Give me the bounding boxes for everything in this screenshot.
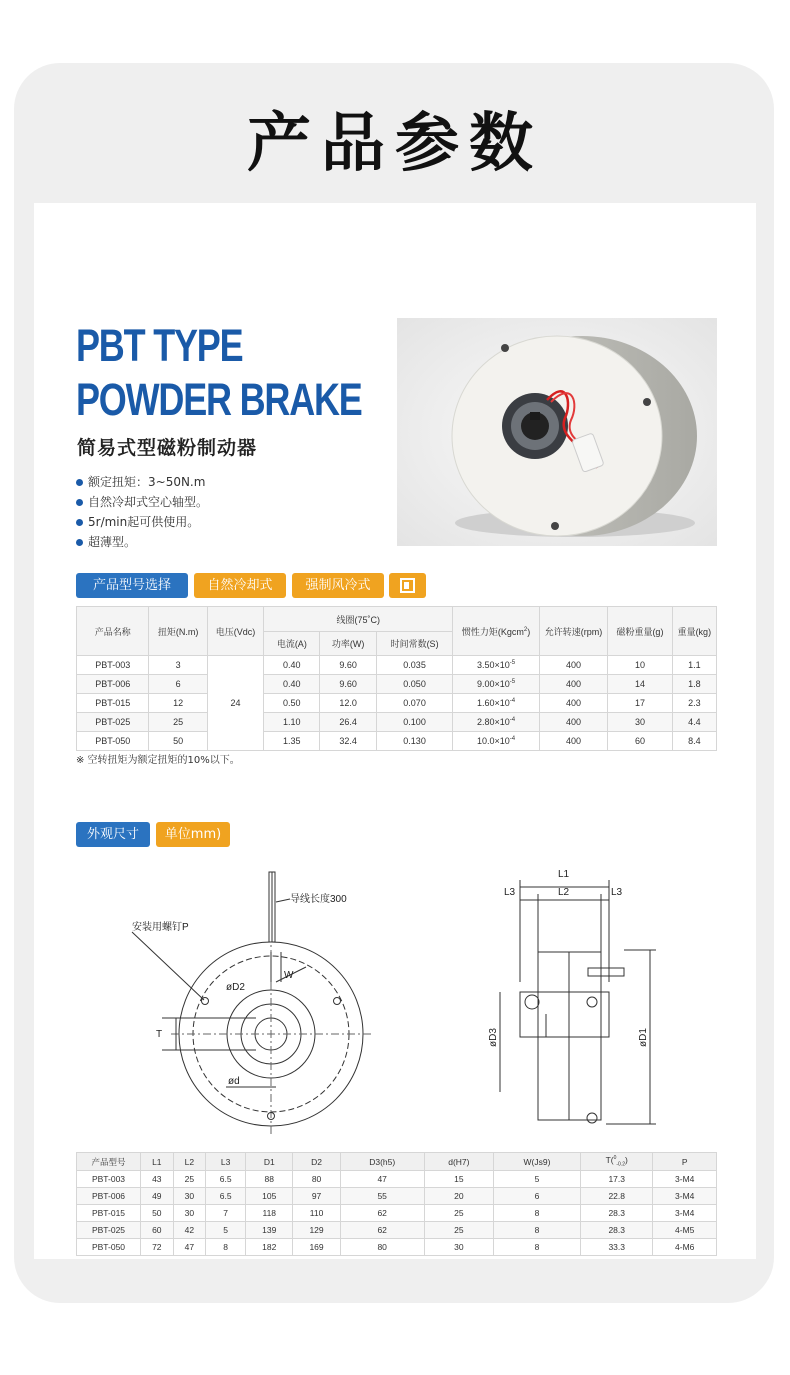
tab-outline[interactable]: 外观尺寸 bbox=[76, 822, 150, 847]
heading-en-line1: PBT TYPE bbox=[76, 320, 243, 371]
table-row: PBT-015 50 30 7 118 110 62 25 8 28.3 3-M4 bbox=[77, 1205, 717, 1222]
spec-table bbox=[76, 606, 717, 751]
col-header-l2: L2 bbox=[173, 1153, 206, 1171]
tab-natural-cooling[interactable]: 自然冷却式 bbox=[194, 573, 286, 598]
table-row: PBT-050 72 47 8 182 169 80 30 8 33.3 4-M6 bbox=[77, 1239, 717, 1256]
col-header-w: W(Js9) bbox=[494, 1153, 581, 1171]
table-row: PBT-003 43 25 6.5 88 80 47 15 5 17.3 3-M4 bbox=[77, 1171, 717, 1188]
label-mount-screw: 安装用螺钉P bbox=[132, 922, 189, 933]
product-photo bbox=[397, 318, 717, 546]
dimension-drawings bbox=[76, 862, 676, 1147]
col-header-d3: D3(h5) bbox=[340, 1153, 424, 1171]
col-header-l3: L3 bbox=[206, 1153, 246, 1171]
heading-cn: 简易式型磁粉制动器 bbox=[77, 437, 258, 459]
col-header-d2: D2 bbox=[293, 1153, 340, 1171]
feature-text: 额定扭矩：3~50N.m bbox=[88, 475, 206, 489]
col-header-inertia: 惯性力矩(Kgcm$^2$) bbox=[453, 607, 540, 656]
label-lead-length: 导线长度300 bbox=[290, 894, 347, 905]
label-l3-left: L3 bbox=[504, 887, 516, 898]
col-header-d: d(H7) bbox=[424, 1153, 493, 1171]
feature-item bbox=[76, 492, 208, 512]
label-d: ød bbox=[228, 1076, 240, 1087]
col-header-p: P bbox=[653, 1153, 717, 1171]
col-header-speed: 允许转速(rpm) bbox=[539, 607, 607, 656]
col-header-l1: L1 bbox=[141, 1153, 174, 1171]
feature-item bbox=[76, 472, 208, 492]
label-d3: øD3 bbox=[488, 1028, 499, 1047]
label-w: W bbox=[284, 970, 294, 981]
feature-text: 自然冷却式空心轴型。 bbox=[88, 495, 209, 509]
tab-forced-cooling[interactable]: 强制风冷式 bbox=[292, 573, 384, 598]
table-row: PBT-050 50 1.35 32.4 0.130 $10.0\times 10^{-4}$ 400 60 8.4 bbox=[77, 732, 717, 751]
page-title: 产品参数 bbox=[247, 107, 543, 181]
feature-text: 超薄型。 bbox=[88, 535, 137, 549]
voltage-cell: 24 bbox=[207, 656, 263, 751]
bullet-icon bbox=[76, 539, 83, 546]
label-d2: øD2 bbox=[226, 982, 245, 993]
feature-text: 5r/min起可供使用。 bbox=[88, 515, 200, 529]
drawing-labels bbox=[132, 869, 649, 1087]
heading-en-line2: POWDER BRAKE bbox=[76, 374, 362, 425]
col-header-name: 产品名称 bbox=[77, 607, 149, 656]
col-header-weight: 重量(kg) bbox=[672, 607, 716, 656]
table-row: PBT-006 6 0.40 9.60 0.050 $9.00\times 10^{-5}$ 400 14 1.8 bbox=[77, 675, 717, 694]
col-header-torque: 扭矩(N.m) bbox=[149, 607, 207, 656]
bullet-icon bbox=[76, 499, 83, 506]
bullet-icon bbox=[76, 519, 83, 526]
label-t: T bbox=[156, 1029, 163, 1040]
brake-photo-illustration bbox=[397, 318, 717, 546]
dimension-table bbox=[76, 1152, 717, 1256]
col-header-voltage: 电压(Vdc) bbox=[207, 607, 263, 656]
feature-item bbox=[76, 512, 208, 532]
col-header-power: 功率(W) bbox=[320, 632, 376, 656]
table-note: ※ 空转扭矩为额定扭矩的10%以下。 bbox=[76, 755, 240, 766]
bullet-icon bbox=[76, 479, 83, 486]
col-header-d1: D1 bbox=[246, 1153, 293, 1171]
col-header-current: 电流(A) bbox=[264, 632, 320, 656]
table-row: PBT-015 12 0.50 12.0 0.070 $1.60\times 10^{-4}$ 400 17 2.3 bbox=[77, 694, 717, 713]
label-d1: øD1 bbox=[638, 1028, 649, 1047]
feature-item bbox=[76, 532, 208, 552]
label-l2: L2 bbox=[558, 887, 570, 898]
table-row: PBT-003 3 24 0.40 9.60 0.035 $3.50\times 10^{-5}$ 400 10 1.1 bbox=[77, 656, 717, 675]
outline-drawing bbox=[76, 862, 676, 1151]
col-header-t: T($^0_{-0.2}$) bbox=[580, 1153, 652, 1171]
label-l3-right: L3 bbox=[611, 887, 623, 898]
table-row: PBT-025 25 1.10 26.4 0.100 $2.80\times 10^{-4}$ 400 30 4.4 bbox=[77, 713, 717, 732]
col-header-coil: 线圈(75˚C) bbox=[264, 607, 453, 632]
col-header-time: 时间常数(S) bbox=[376, 632, 452, 656]
outline-view-icon[interactable] bbox=[389, 573, 426, 598]
feature-list bbox=[76, 472, 208, 552]
table-row: PBT-006 49 30 6.5 105 97 55 20 6 22.8 3-M4 bbox=[77, 1188, 717, 1205]
col-header-powder: 磁粉重量(g) bbox=[608, 607, 672, 656]
tab-model-select[interactable]: 产品型号选择 bbox=[76, 573, 188, 598]
label-l1: L1 bbox=[558, 869, 570, 880]
tab-unit[interactable]: 单位mm) bbox=[156, 822, 230, 847]
col-header-model: 产品型号 bbox=[77, 1153, 141, 1171]
table-row: PBT-025 60 42 5 139 129 62 25 8 28.3 4-M5 bbox=[77, 1222, 717, 1239]
